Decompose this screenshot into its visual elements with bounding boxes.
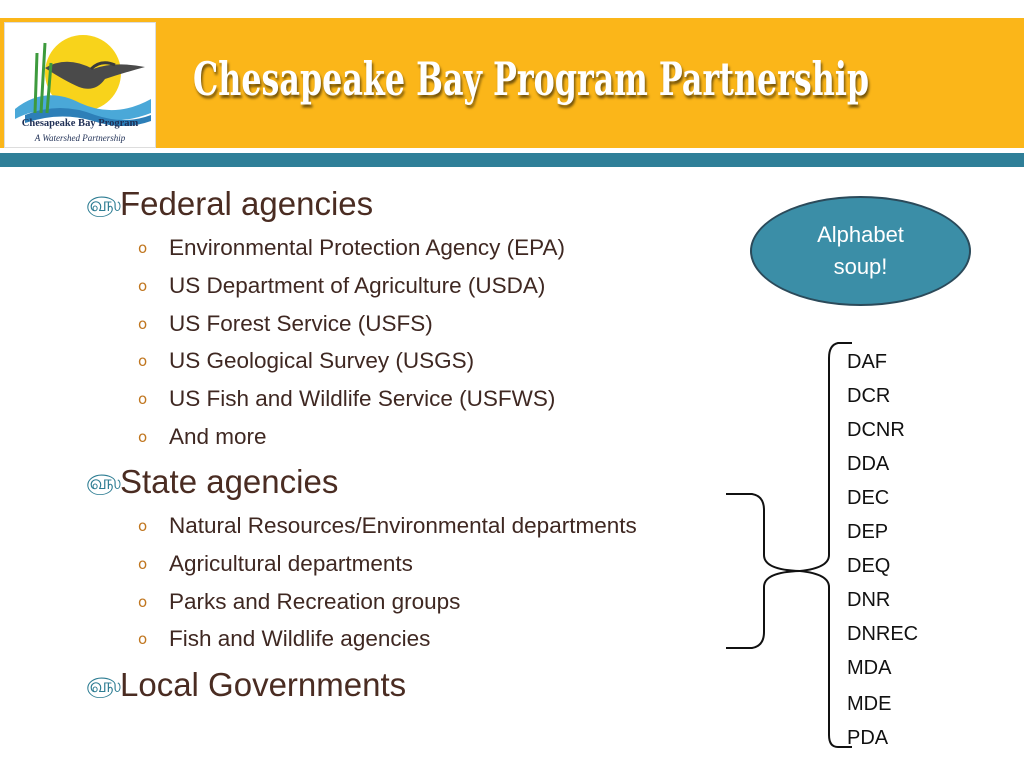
callout-line1: Alphabet [817,222,904,247]
abbreviation-item: MDE [847,693,892,715]
circle-bullet-icon: o [138,555,148,573]
script-bullet-icon: ௵ [86,470,122,494]
circle-bullet-icon: o [138,517,148,535]
abbreviation-brace [800,343,852,747]
abbreviation-item: PDA [847,727,889,749]
list-item: o US Geological Survey (USGS) [138,348,475,373]
abbreviation-item: DEQ [847,555,891,577]
abbreviation-item: DCNR [847,419,905,441]
section-heading: Local Governments [120,666,407,703]
circle-bullet-icon: o [138,315,148,333]
list-item: o US Fish and Wildlife Service (USFWS) [138,386,556,411]
state-agencies-brace [726,494,800,648]
circle-bullet-icon: o [138,352,148,370]
circle-bullet-icon: o [138,428,148,446]
list-item: o US Department of Agriculture (USDA) [138,273,546,298]
list-item: o Agricultural departments [138,551,413,576]
abbreviation-item: DCR [847,385,891,407]
logo-subtitle: A Watershed Partnership [34,133,126,143]
circle-bullet-icon: o [138,593,148,611]
section-heading: State agencies [120,463,339,500]
slide-title: Chesapeake Bay Program Partnership [193,52,870,106]
logo-title: Chesapeake Bay Program [21,118,139,129]
list-item: o Parks and Recreation groups [138,589,461,614]
list-item: o Fish and Wildlife agencies [138,626,431,651]
section-heading: Federal agencies [120,185,374,222]
abbreviation-item: DDA [847,453,890,475]
circle-bullet-icon: o [138,277,148,295]
list-item: o Environmental Protection Agency (EPA) [138,235,566,260]
script-bullet-icon: ௵ [86,192,122,216]
callout-line2: soup! [833,254,888,279]
circle-bullet-icon: o [138,390,148,408]
script-bullet-icon: ௵ [86,673,122,697]
abbreviation-item: DAF [847,351,887,373]
list-item: o Natural Resources/Environmental departments [138,513,637,538]
list-item: o And more [138,424,267,449]
abbreviation-item: DEP [847,521,889,543]
circle-bullet-icon: o [138,239,148,257]
abbreviation-item: DNR [847,589,891,611]
abbreviation-item: DNREC [847,623,919,645]
circle-bullet-icon: o [138,630,148,648]
abbreviation-item: MDA [847,657,892,679]
abbreviation-item: DEC [847,487,890,509]
list-item: o US Forest Service (USFS) [138,311,433,336]
